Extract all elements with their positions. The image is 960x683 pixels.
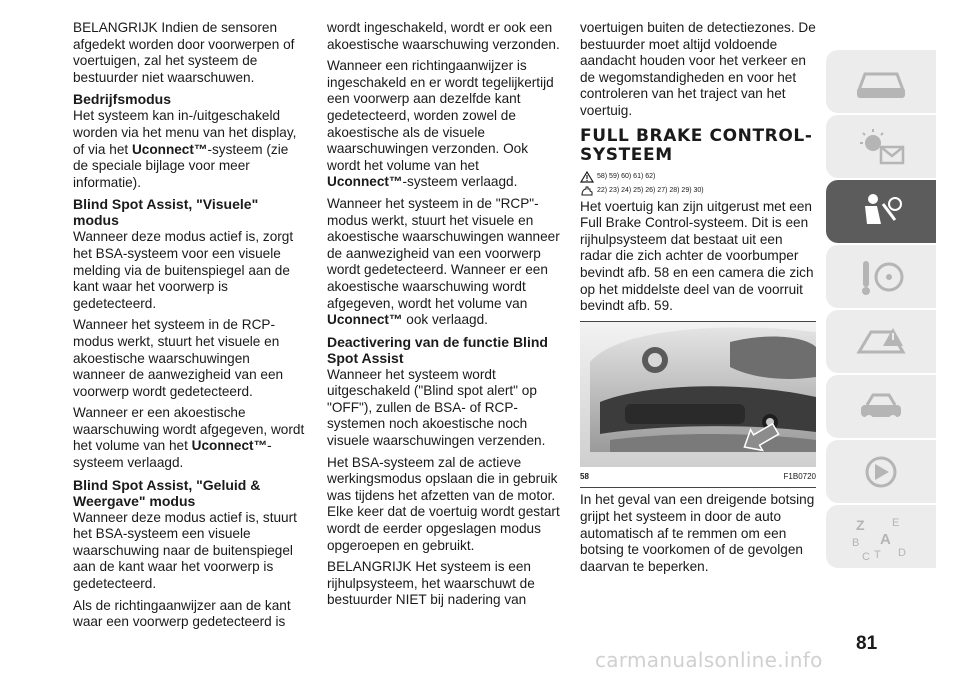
section-heading: Deactivering van de functie Blind Spot Assist (327, 333, 548, 366)
uconnect-term: Uconnect™ (327, 174, 403, 190)
index-letter: E (892, 516, 900, 529)
paragraph: In het geval van een dreigende botsing grijpt het systeem in door de auto automatisch af te remmen om een botsing te voorkomen of de gevolgen daarvan te beperken. (580, 492, 815, 574)
paragraph: Het systeem kan in-/uitgeschakeld worden via het menu van het display, of via het Uconnect™-systeem (zie de speciale bijlage voor meer informatie). (73, 108, 297, 190)
section-title: FULL BRAKE CONTROL-SYSTEEM (580, 125, 813, 165)
figure-number: 58 (580, 471, 589, 481)
wrench-car-icon (851, 385, 911, 429)
chapter-tabs (826, 50, 936, 570)
paragraph: Als de richtingaanwijzer aan de kant waar een voorwerp gedetecteerd is (73, 597, 291, 630)
tab-maintenance[interactable] (826, 375, 936, 438)
paragraph: Wanneer het systeem wordt uitgeschakeld ("Blind spot alert" op "OFF"), zullen de BSA- of RCP-systemen noch akoestische noch visuele waarschuwingen verzenden. (327, 366, 546, 449)
index-letter: D (898, 546, 906, 559)
paragraph: Het BSA-systeem zal de actieve werkingsmodus opslaan die in gebruik was tijdens het afzetten van de motor. Elke keer dat de voertuig wordt gestart wordt de eerder opgeslagen modus opgeroepen en gebruikt. (327, 454, 560, 553)
figure-caption (580, 467, 816, 488)
warning-lights-icon (851, 125, 911, 169)
paragraph: wordt ingeschakeld, wordt er ook een akoestische waarschuwing verzonden. (327, 20, 560, 52)
road-warning-icon (851, 320, 911, 364)
page-number: 81 (856, 633, 878, 654)
uconnect-term: Uconnect™ (191, 438, 268, 454)
paragraph: Wanneer het systeem in de RCP-modus werkt, stuurt het visuele en akoestische waarschuwingen wanneer de aanwezigheid van een voorwerp wordt gedetecteerd. (73, 317, 284, 399)
paragraph: BELANGRIJK Het systeem is een rijhulpsysteem, het waarschuwt de bestuurder NIET bij nadering van (327, 559, 535, 608)
paragraph: Wanneer deze modus actief is, zorgt het BSA-systeem voor een visuele melding via de buitenspiegel aan de kant waar het voorwerp is gedetecteerd. (73, 229, 294, 311)
tab-emergency[interactable] (826, 310, 936, 373)
section-heading: Blind Spot Assist, "Geluid & Weergave" modus (73, 476, 261, 509)
index-icon (846, 512, 916, 562)
section-heading: Bedrijfsmodus (73, 91, 172, 108)
uconnect-term: Uconnect™ (131, 141, 208, 157)
car-front-bumper-photo (580, 322, 816, 467)
text-column-3 (580, 20, 816, 580)
car-dashboard-icon (851, 60, 911, 104)
tab-dashboard[interactable] (826, 50, 936, 113)
paragraph: BELANGRIJK Indien de sensoren afgedekt worden door voorwerpen of voertuigen, zal het systeem de bestuurder niet waarschuwen. (73, 20, 295, 85)
index-letter: B (852, 536, 860, 549)
warning-triangle-icon (580, 171, 594, 183)
figure-code: F1B0720 (783, 471, 816, 481)
paragraph: Wanneer er een akoestische waarschuwing wordt afgegeven, wordt het volume van het Uconnect™-systeem verlaagd. (73, 405, 305, 471)
tab-warning-lights[interactable] (826, 115, 936, 178)
paragraph: Het voertuig kan zijn uitgerust met een Full Brake Control-systeem. Dit is een rijhulpsysteem dat bestaat uit een radar die zich achter de voorbumper bevindt afb. 58 en een camera die zich op het middelste deel van de voorruit bevindt afb. 59. (580, 198, 814, 314)
caution-hand-icon (580, 185, 594, 197)
warning-refs: 58) 59) 60) 61) 62) (597, 172, 656, 180)
index-letter: A (880, 530, 891, 548)
text-column-1 (73, 20, 305, 636)
tab-starting-driving[interactable] (826, 245, 936, 308)
index-letter: Z (856, 516, 865, 533)
key-steering-icon (851, 255, 911, 299)
tab-multimedia[interactable] (826, 440, 936, 503)
index-letter: C (862, 550, 870, 562)
tab-safety[interactable] (826, 180, 936, 243)
media-icon (851, 450, 911, 494)
paragraph: Wanneer het systeem in de "RCP"-modus werkt, stuurt het visuele en akoestische waarschuwingen wanneer de aanwezigheid van een voorwerp wordt gedetecteerd. Wanneer er een akoestische waarschuwing wordt afgegeven, wordt het volume van Uconnect™ ook verlaagd. (327, 195, 560, 328)
warning-references (580, 171, 816, 184)
uconnect-term: Uconnect™ (327, 312, 403, 328)
watermark: carmanualsonline.info (595, 648, 823, 672)
tab-index[interactable] (826, 505, 936, 568)
paragraph: Wanneer een richtingaanwijzer is ingeschakeld en er wordt tegelijkertijd een voorwerp aan dezelfde kant gedetecteerd, worden zowel de akoestische als de visuele waarschuwingen verzonden. Ook wordt het volume van het Uconnect™-systeem verlaagd. (327, 58, 554, 190)
caution-references (580, 185, 816, 198)
section-heading: Blind Spot Assist, "Visuele" modus (73, 196, 259, 229)
figure-58 (580, 321, 816, 489)
paragraph: voertuigen buiten de detectiezones. De bestuurder moet altijd voldoende aandacht houden voor het verkeer en de wegomstandigheden en voor het controleren van het traject van het voertuig. (580, 20, 816, 118)
airbag-seat-icon (851, 190, 911, 234)
paragraph: Wanneer deze modus actief is, stuurt het BSA-systeem een visuele waarschuwing naar de buitenspiegel aan de kant waar het voorwerp is gedetecteerd. (73, 509, 297, 592)
caution-refs: 22) 23) 24) 25) 26) 27) 28) 29) 30) (597, 186, 704, 194)
index-letter: T (874, 548, 881, 561)
text-column-2 (327, 20, 560, 614)
